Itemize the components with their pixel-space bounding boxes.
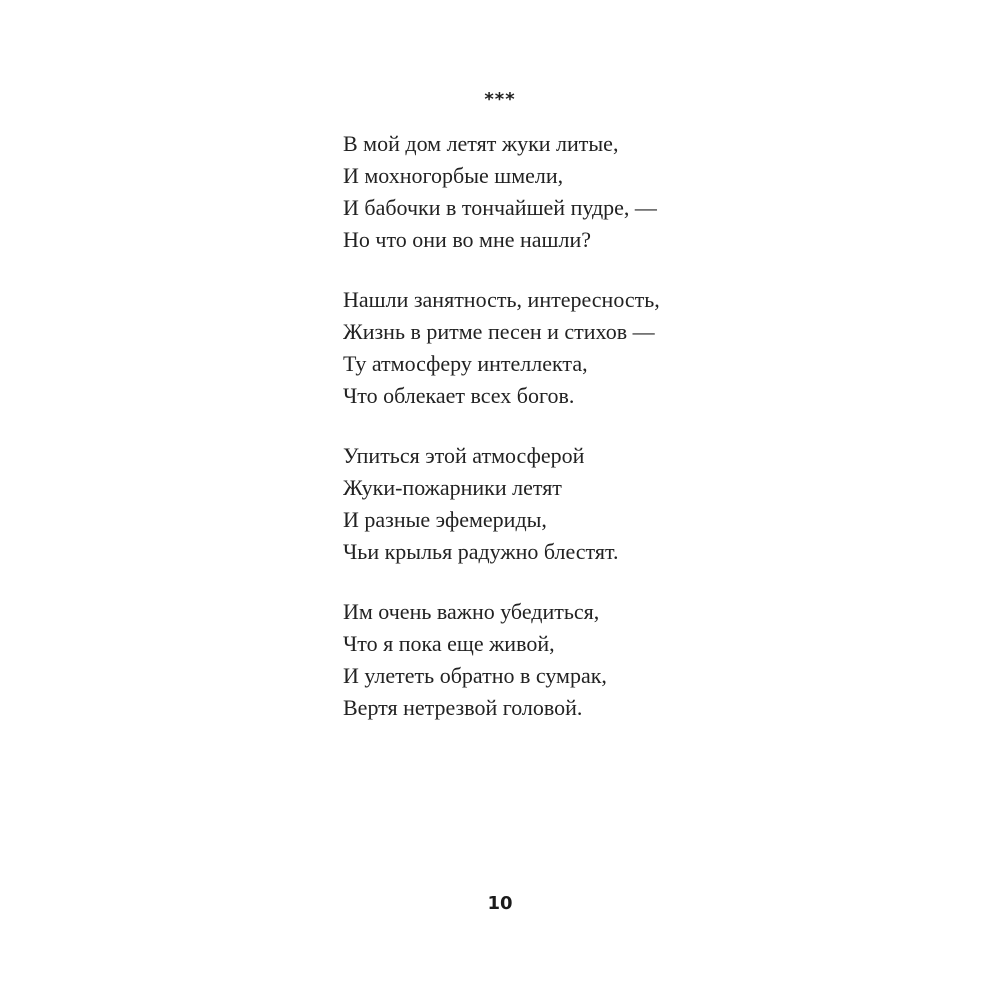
poem-line: Жизнь в ритме песен и стихов —	[343, 319, 655, 344]
stanza-4	[343, 596, 863, 724]
poem-line: Упиться этой атмосферой	[343, 443, 585, 468]
poem-separator: ***	[484, 89, 516, 110]
stanza-1	[343, 128, 863, 256]
poem-line: Чьи крылья радужно блестят.	[343, 539, 619, 564]
poem-line: Вертя нетрезвой головой.	[343, 695, 583, 720]
page-number: 10	[487, 893, 513, 914]
poem-line: И разные эфемериды,	[343, 507, 547, 532]
poem-line: В мой дом летят жуки литые,	[343, 131, 619, 156]
poem-body	[343, 128, 863, 752]
poem-line: Жуки-пожарники летят	[343, 475, 562, 500]
poem-line: Им очень важно убедиться,	[343, 599, 600, 624]
poem-line: Ту атмосферу интеллекта,	[343, 351, 588, 376]
poem-line: Что я пока еще живой,	[343, 631, 555, 656]
poem-line: Но что они во мне нашли?	[343, 227, 592, 252]
poem-line: Что облекает всех богов.	[343, 383, 575, 408]
stanza-2	[343, 284, 863, 412]
poem-line: И улететь обратно в сумрак,	[343, 663, 607, 688]
stanza-3	[343, 440, 863, 568]
poem-line: И мохногорбые шмели,	[343, 163, 564, 188]
poem-line: И бабочки в тончайшей пудре, —	[343, 195, 657, 220]
poem-line: Нашли занятность, интересность,	[343, 287, 660, 312]
